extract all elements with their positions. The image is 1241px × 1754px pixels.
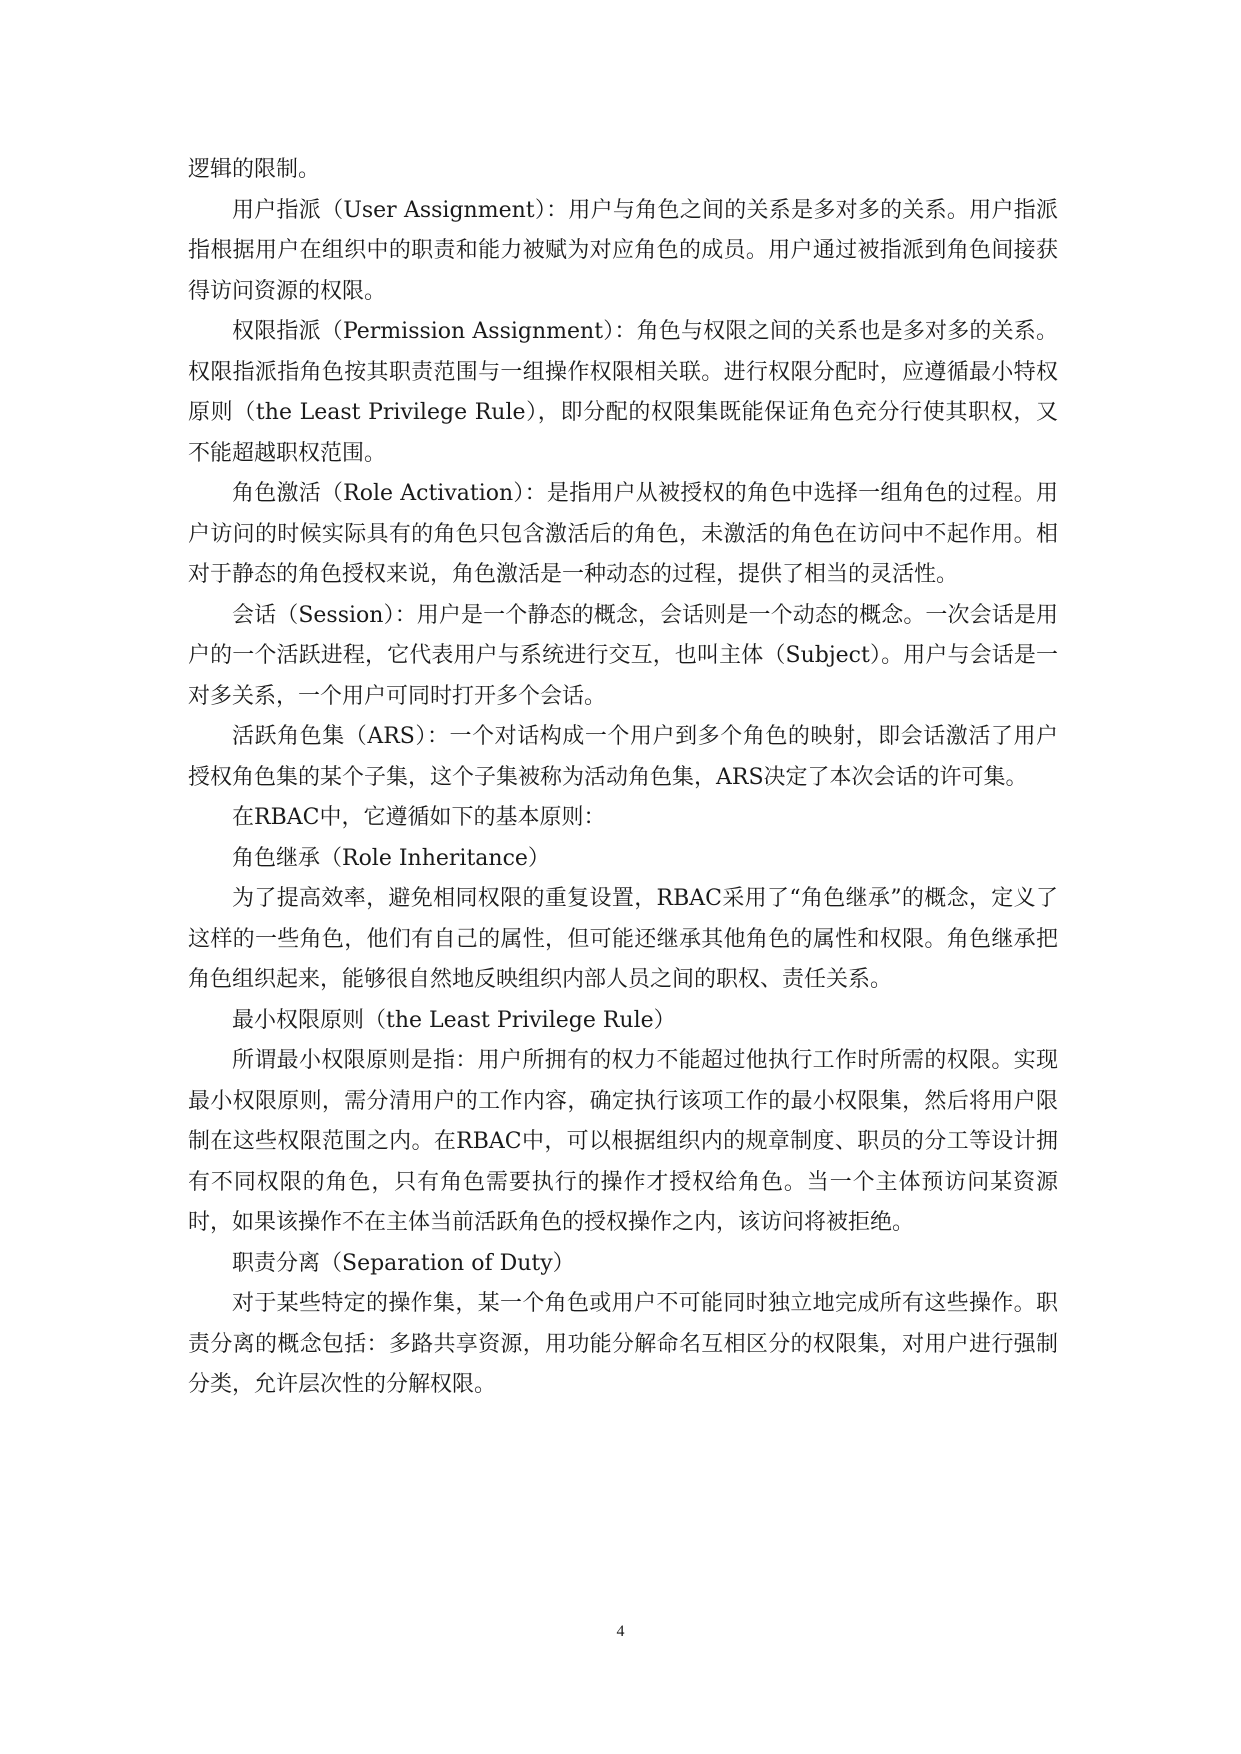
paragraph-session: 会话（Session）：用户是一个静态的概念，会话则是一个动态的概念。一次会话是用户的一个活跃进程，它代表用户与系统进行交互，也叫主体（Subject）。用户与会话是一对多关系，一个用户可同时打开多个会话。 xyxy=(188,602,1058,709)
heading-separation-of-duty: 职责分离（Separation of Duty） xyxy=(232,1250,575,1276)
page-number: 4 xyxy=(616,1623,625,1640)
paragraph-ars: 活跃角色集（ARS）：一个对话构成一个用户到多个角色的映射，即会话激活了用户授权角色集的某个子集，这个子集被称为活动角色集，ARS决定了本次会话的许可集。 xyxy=(188,724,1058,790)
document-body xyxy=(188,150,1058,1406)
paragraph-rbac-principles: 在RBAC中，它遵循如下的基本原则： xyxy=(232,805,606,830)
paragraph-permission-assignment: 权限指派（Permission Assignment）：角色与权限之间的关系也是多对多的关系。权限指派指角色按其职责范围与一组操作权限相关联。进行权限分配时，应遵循最小特权原则（the Least Privilege Rule），即分配的权限集既能保证角色充分行使其职权，又不能超越职权范围。 xyxy=(188,319,1058,466)
paragraph-separation-of-duty: 对于某些特定的操作集，某一个角色或用户不可能同时独立地完成所有这些操作。职责分离的概念包括：多路共享资源，用功能分解命名互相区分的权限集，对用户进行强制分类，允许层次性的分解权限。 xyxy=(188,1291,1058,1397)
heading-least-privilege: 最小权限原则（the Least Privilege Rule） xyxy=(232,1007,676,1033)
paragraph-role-activation: 角色激活（Role Activation）：是指用户从被授权的角色中选择一组角色的过程。用户访问的时候实际具有的角色只包含激活后的角色，未激活的角色在访问中不起作用。相对于静态的角色授权来说，角色激活是一种动态的过程，提供了相当的灵活性。 xyxy=(188,481,1058,587)
paragraph-least-privilege: 所谓最小权限原则是指：用户所拥有的权力不能超过他执行工作时所需的权限。实现最小权限原则，需分清用户的工作内容，确定执行该项工作的最小权限集，然后将用户限制在这些权限范围之内。在RBAC中，可以根据组织内的规章制度、职员的分工等设计拥有不同权限的角色，只有角色需要执行的操作才授权给角色。当一个主体预访问某资源时，如果该操作不在主体当前活跃角色的授权操作之内，该访问将被拒绝。 xyxy=(188,1048,1058,1235)
paragraph-continuation: 逻辑的限制。 xyxy=(188,157,321,182)
paragraph-role-inheritance: 为了提高效率，避免相同权限的重复设置，RBAC采用了“角色继承”的概念，定义了这样的一些角色，他们有自己的属性，但可能还继承其他角色的属性和权限。角色继承把角色组织起来，能够很自然地反映组织内部人员之间的职权、责任关系。 xyxy=(188,886,1058,992)
heading-role-inheritance: 角色继承（Role Inheritance） xyxy=(232,845,550,871)
paragraph-user-assignment: 用户指派（User Assignment）：用户与角色之间的关系是多对多的关系。用户指派指根据用户在组织中的职责和能力被赋为对应角色的成员。用户通过被指派到角色间接获得访问资源的权限。 xyxy=(188,197,1058,304)
